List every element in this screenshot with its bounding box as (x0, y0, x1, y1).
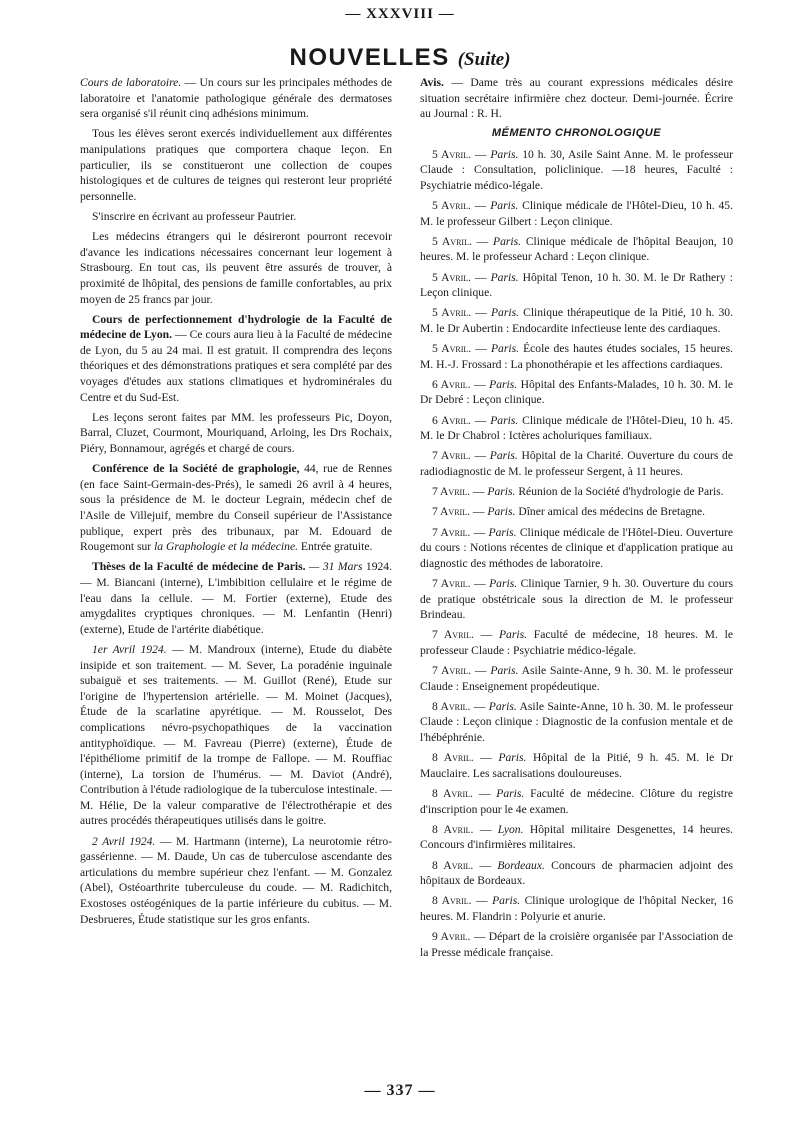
roman-page-folio: — XXXVIII — (345, 6, 455, 22)
memento-entry (420, 305, 733, 336)
entry-date: 7 Avril. (432, 505, 470, 519)
title-main: NOUVELLES (289, 44, 450, 71)
memento-entry (420, 377, 733, 408)
entry-text: Hôpital de la Charité. Ouverture du cours de radiodiagnostic de M. le professeur Sergent, à 11 heures. (420, 449, 733, 478)
entry-date: 5 Avril. (432, 270, 472, 284)
entry-separator: — (470, 485, 488, 499)
memento-entry (420, 576, 733, 623)
entry-text: Dîner amical des médecins de Bretagne. (515, 505, 706, 519)
cours-laboratoire-paragraph (80, 75, 392, 122)
memento-entry (420, 147, 733, 194)
entry-city: Paris. (496, 787, 525, 801)
entry-city: Paris. (489, 576, 518, 590)
memento-entry (420, 504, 733, 520)
paragraph-text: — Ce cours aura lieu à la Faculté de médecine de Lyon, du 5 au 24 mai. Il est gratuit. Il comprendra des leçons théoriques et des démonstrations pratiques et sera complété par des voyages d'études aux stations climatiques et hydrominérales du Centre et du Sud-Est. (80, 328, 392, 404)
entry-city: Paris. (498, 751, 527, 765)
entry-text: Concours de pharmacien adjoint des hôpitaux de Bordeaux. (420, 858, 734, 888)
memento-entry (420, 413, 733, 444)
paragraph-lead: Avis. (420, 76, 444, 89)
memento-entry (420, 699, 733, 746)
entry-separator: — (473, 628, 499, 642)
entry-city: Paris. (489, 377, 518, 391)
graphologie-paragraph (80, 461, 392, 555)
paragraph-text: — Dame très au courant expressions médicales désire situation secrétaire infirmière chez docteur. Demi-journée. Écrire au Journal : R. H. (420, 76, 733, 121)
entry-text: 10 h. 30, Asile Saint Anne. M. le professeur Claude : Consultation, policlinique. —18 heures, Faculté : Psychiatrie médico-légale. (420, 147, 733, 192)
memento-list (420, 147, 733, 961)
entry-text: Faculté de médecine. Clôture du registre d'inscription pour le 4e examen. (420, 787, 733, 816)
entry-date: 8 Avril. (432, 858, 474, 872)
entry-date: 8 Avril. (432, 699, 471, 713)
entry-separator: — (470, 413, 491, 427)
hydrologie-paragraph (80, 312, 392, 406)
entry-separator: — (470, 198, 491, 212)
paragraph-text: 1924. — M. Biancani (interne), L'imbibition cellulaire et le régime de l'eau dans la cellule. — M. Fortier (externe), Etude des amygdalites cryptiques chroniques. — M. Lenfantin (Henri) (externe), Etude de l'artérite diabétique. (80, 560, 392, 636)
paragraph-lead: Thèses de la Faculté de médecine de Paris. (92, 560, 306, 574)
entry-city: Paris. (498, 628, 527, 642)
theses-date: 1er Avril 1924. (92, 642, 167, 656)
inscription-paragraph: S'inscrire en écrivant au professeur Pautrier. (92, 209, 297, 223)
theses-2-avril-paragraph (80, 834, 392, 928)
entry-city: Paris. (490, 413, 519, 427)
entry-date: 5 Avril. (432, 198, 471, 212)
entry-date: 8 Avril. (432, 751, 474, 765)
paragraph-text: 44, rue de Rennes (en face Saint-Germain-des-Prés), le samedi 26 avril à 4 heures, sous la présidence de M. le docteur Legrain, médecin chef de l'Asile de Villejuif, membre du Conseil supérieur de l'Assistance publique, expert près des tribunaux, par M. Edouard de Rougemont sur (80, 462, 393, 554)
paragraph-text: — M. Hartmann (interne), La neurotomie rétro-gassérienne. — M. Daude, Un cas de tuberculose ascendante des articulations du membre supérieur chez l'enfant. — M. Gonzalez (Abel), Ostéoarthrite tuberculeuse du coude. — M. Radichitch, Exostoses ostéogéniques de la partie inférieure du cubitus. — M. Desbrueres, Étude statistique sur les gros enfants. (80, 834, 393, 926)
memento-entry (420, 750, 733, 781)
entry-separator: — (473, 751, 499, 765)
lecons-paragraph: Les leçons seront faites par MM. les professeurs Pic, Doyon, Barral, Cluzet, Courmont, Mouriquand, Arloing, les Drs Rochaix, Piéry, Bonnamour, agrégés et chargé de cours. (80, 410, 392, 456)
entry-date: 5 Avril. (432, 147, 471, 161)
entry-date: 5 Avril. (432, 342, 472, 356)
entry-date: 7 Avril. (432, 664, 471, 678)
entry-city: Paris. (492, 894, 521, 908)
entry-city: Bordeaux. (497, 858, 545, 872)
memento-entry (420, 663, 733, 694)
paragraph-lead: Cours de laboratoire. (80, 76, 182, 89)
memento-entry (420, 786, 733, 817)
entry-text: Hôpital militaire Desgenettes, 14 heures. Concours d'infirmières militaires. (420, 822, 733, 852)
theses-date: — 31 Mars (305, 560, 363, 574)
title-suffix: (Suite) (457, 49, 511, 70)
theses-paragraph (80, 559, 392, 637)
entry-text: Asile Sainte-Anne, 10 h. 30. M. le professeur Claude : Leçon clinique : Diagnostic de la confusion mentale et de l'hébéphrénie. (420, 699, 733, 745)
entry-text: Clinique médicale de l'Hôtel-Dieu, 10 h. 45. M. le professeur Gilbert : Leçon clinique. (420, 198, 733, 228)
entry-text: Clinique thérapeutique de la Pitié, 10 h. 30. M. le Dr Aubertin : Endocardite infectieuse lente des cardiaques. (420, 306, 733, 335)
entry-text: Clinique médicale de l'hôpital Beaujon, 10 heures. M. le professeur Achard : Leçon clinique. (420, 234, 734, 264)
entry-text: Clinique médicale de l'Hôtel-Dieu, 10 h. 45. M. le Dr Chabrol : Ictères acholuriques familiaux. (420, 413, 733, 443)
entry-text: Faculté de médecine, 18 heures. M. le professeur Claude : Psychiatrie médico-légale. (420, 628, 734, 657)
entry-date: 7 Avril. (432, 525, 471, 539)
entry-city: Paris. (489, 449, 518, 463)
entry-separator: — (471, 234, 494, 248)
entry-separator: — (470, 576, 490, 590)
memento-entry (420, 198, 733, 229)
memento-heading: MÉMENTO CHRONOLOGIQUE (491, 127, 662, 140)
entry-separator: — (471, 894, 493, 908)
memento-entry (420, 341, 733, 372)
entry-text: Clinique Tarnier, 9 h. 30. Ouverture du cours de pratique obstétricale sous la direction de M. le professeur Brindeau. (420, 576, 733, 622)
memento-entry (420, 448, 733, 479)
entry-date: 7 Avril. (432, 628, 474, 642)
paragraph-tail: Entrée gratuite. (298, 540, 373, 554)
entry-city: Paris. (487, 485, 516, 499)
entry-separator: — (473, 822, 498, 836)
entry-separator: — (471, 342, 491, 356)
entry-city: Paris. (490, 664, 519, 678)
left-column (80, 75, 392, 932)
memento-entry (420, 822, 733, 853)
entry-separator: — (470, 930, 486, 944)
entry-separator: — (470, 525, 489, 539)
eleves-paragraph: Tous les élèves seront exercés individuellement aux différentes manipulations pratiques que comportera chaque leçon. En particulier, ils se constitueront une collection de coupes histologiques et de cultures de teignes qui resteront leur propriété personnelle. (80, 127, 392, 203)
entry-text: Hôpital de la Pitié, 9 h. 45. M. le Dr Mauclaire. Les sacralisations douloureuses. (420, 751, 733, 780)
entry-city: Paris. (490, 306, 519, 320)
paragraph-lead: Conférence de la Société de graphologie, (92, 462, 300, 476)
entry-separator: — (470, 699, 489, 713)
entry-separator: — (472, 787, 497, 801)
entry-date: 8 Avril. (432, 894, 472, 908)
entry-text: École des hautes études sociales, 15 heures. M. H.-J. Frossard : La phonothérapie et les affections cardiaques. (420, 342, 733, 371)
entry-separator: — (470, 505, 488, 519)
entry-separator: — (473, 858, 498, 872)
memento-entry (420, 627, 733, 658)
avis-paragraph (420, 75, 733, 122)
entry-text: Clinique médicale de l'Hôtel-Dieu. Ouverture du cours : Notions récentes de clinique et d'application pratique au diagnostic des méthodes de laboratoire. (420, 525, 733, 570)
page-number: — 337 — (364, 1082, 436, 1099)
entry-date: 8 Avril. (432, 822, 474, 836)
entry-city: Paris. (490, 342, 519, 356)
entry-city: Paris. (488, 699, 517, 713)
entry-date: 6 Avril. (432, 377, 471, 391)
entry-city: Paris. (487, 505, 516, 519)
paragraph-lead: Cours de perfectionnement d'hydrologie de la Faculté de médecine de Lyon. (80, 312, 392, 342)
memento-entry (420, 234, 733, 265)
entry-text: Hôpital Tenon, 10 h. 30. M. le Dr Rathery : Leçon clinique. (420, 270, 733, 300)
entry-text: Départ de la croisière organisée par l'Association de la Presse médicale française. (420, 930, 733, 959)
entry-city: Paris. (488, 525, 517, 539)
entry-separator: — (470, 147, 491, 161)
entry-date: 5 Avril. (432, 234, 472, 248)
paragraph-text: — Un cours sur les principales méthodes de laboratoire et l'anatomie pathologique générale des dermatoses sera organisé s'il réunit cinq adhésions minimum. (80, 76, 392, 121)
entry-text: Asile Sainte-Anne, 9 h. 30. M. le professeur Claude : Enseignement propédeutique. (420, 664, 734, 693)
memento-entry (420, 858, 733, 889)
entry-separator: — (470, 377, 490, 391)
entry-text: Réunion de la Société d'hydrologie de Paris. (515, 485, 724, 499)
entry-city: Lyon. (497, 822, 524, 836)
entry-city: Paris. (490, 270, 519, 284)
entry-date: 8 Avril. (432, 787, 473, 801)
conference-topic: la Graphologie et la médecine. (154, 540, 298, 554)
theses-date: 2 Avril 1924. (92, 834, 156, 848)
paragraph-text: — M. Mandroux (interne), Etude du diabète insipide et son traitement. — M. Sever, La poradénie inguinale subaiguë et ses traitements. — M. Guillot (René), Etude sur l'origine de l'hypertension artérielle. — M. Moinet (Jacques), Étude de la scarlatine apyrétique. — M. Rousselot, Des complications névro-psychopathiques de la vaccination antityphoïdique. — M. Favreau (Pierre) (externe), Étude de l'épithéliome primitif de la trompe de Fallope. — M. Rouffiac (interne), La torsion de l'humérus. — M. Daviot (André), Contribution à l'étude radiologique de la tuberculose intestinale. — M. Hélie, De la valeur comparative de l'électrothérapie et des autres procédés thérapeutiques utilisés dans le goitre. (80, 642, 392, 828)
entry-separator: — (471, 270, 491, 284)
entry-city: Paris. (490, 147, 519, 161)
entry-city: Paris. (493, 234, 522, 248)
entry-date: 7 Avril. (432, 449, 471, 463)
entry-text: Clinique urologique de l'hôpital Necker, 16 heures. M. Flandrin : Polyurie et anurie. (420, 894, 733, 923)
entry-separator: — (471, 306, 491, 320)
entry-separator: — (470, 664, 491, 678)
entry-date: 6 Avril. (432, 413, 471, 427)
memento-entry (420, 893, 733, 924)
section-title (0, 44, 800, 72)
memento-entry (420, 525, 733, 572)
right-column (420, 75, 733, 965)
entry-date: 9 Avril. (432, 930, 471, 944)
entry-date: 7 Avril. (432, 485, 470, 499)
entry-text: Hôpital des Enfants-Malades, 10 h. 30. M. le Dr Debré : Leçon clinique. (420, 377, 733, 407)
memento-entry (420, 929, 733, 960)
memento-entry (420, 484, 733, 500)
entry-separator: — (470, 449, 490, 463)
memento-entry (420, 270, 733, 301)
entry-city: Paris. (490, 198, 519, 212)
entry-date: 7 Avril. (432, 576, 471, 590)
medecins-etrangers-paragraph: Les médecins étrangers qui le désireront pourront recevoir d'avance les indications nécessaires concernant leur logement à Strasbourg. En tout cas, ils peuvent être assurés de trouver, à proximité de lhôpital, des pensions de famille confortables, au prix moyen de 25 francs par jour. (80, 230, 392, 306)
theses-1-avril-paragraph (80, 642, 392, 829)
entry-date: 5 Avril. (432, 306, 472, 320)
